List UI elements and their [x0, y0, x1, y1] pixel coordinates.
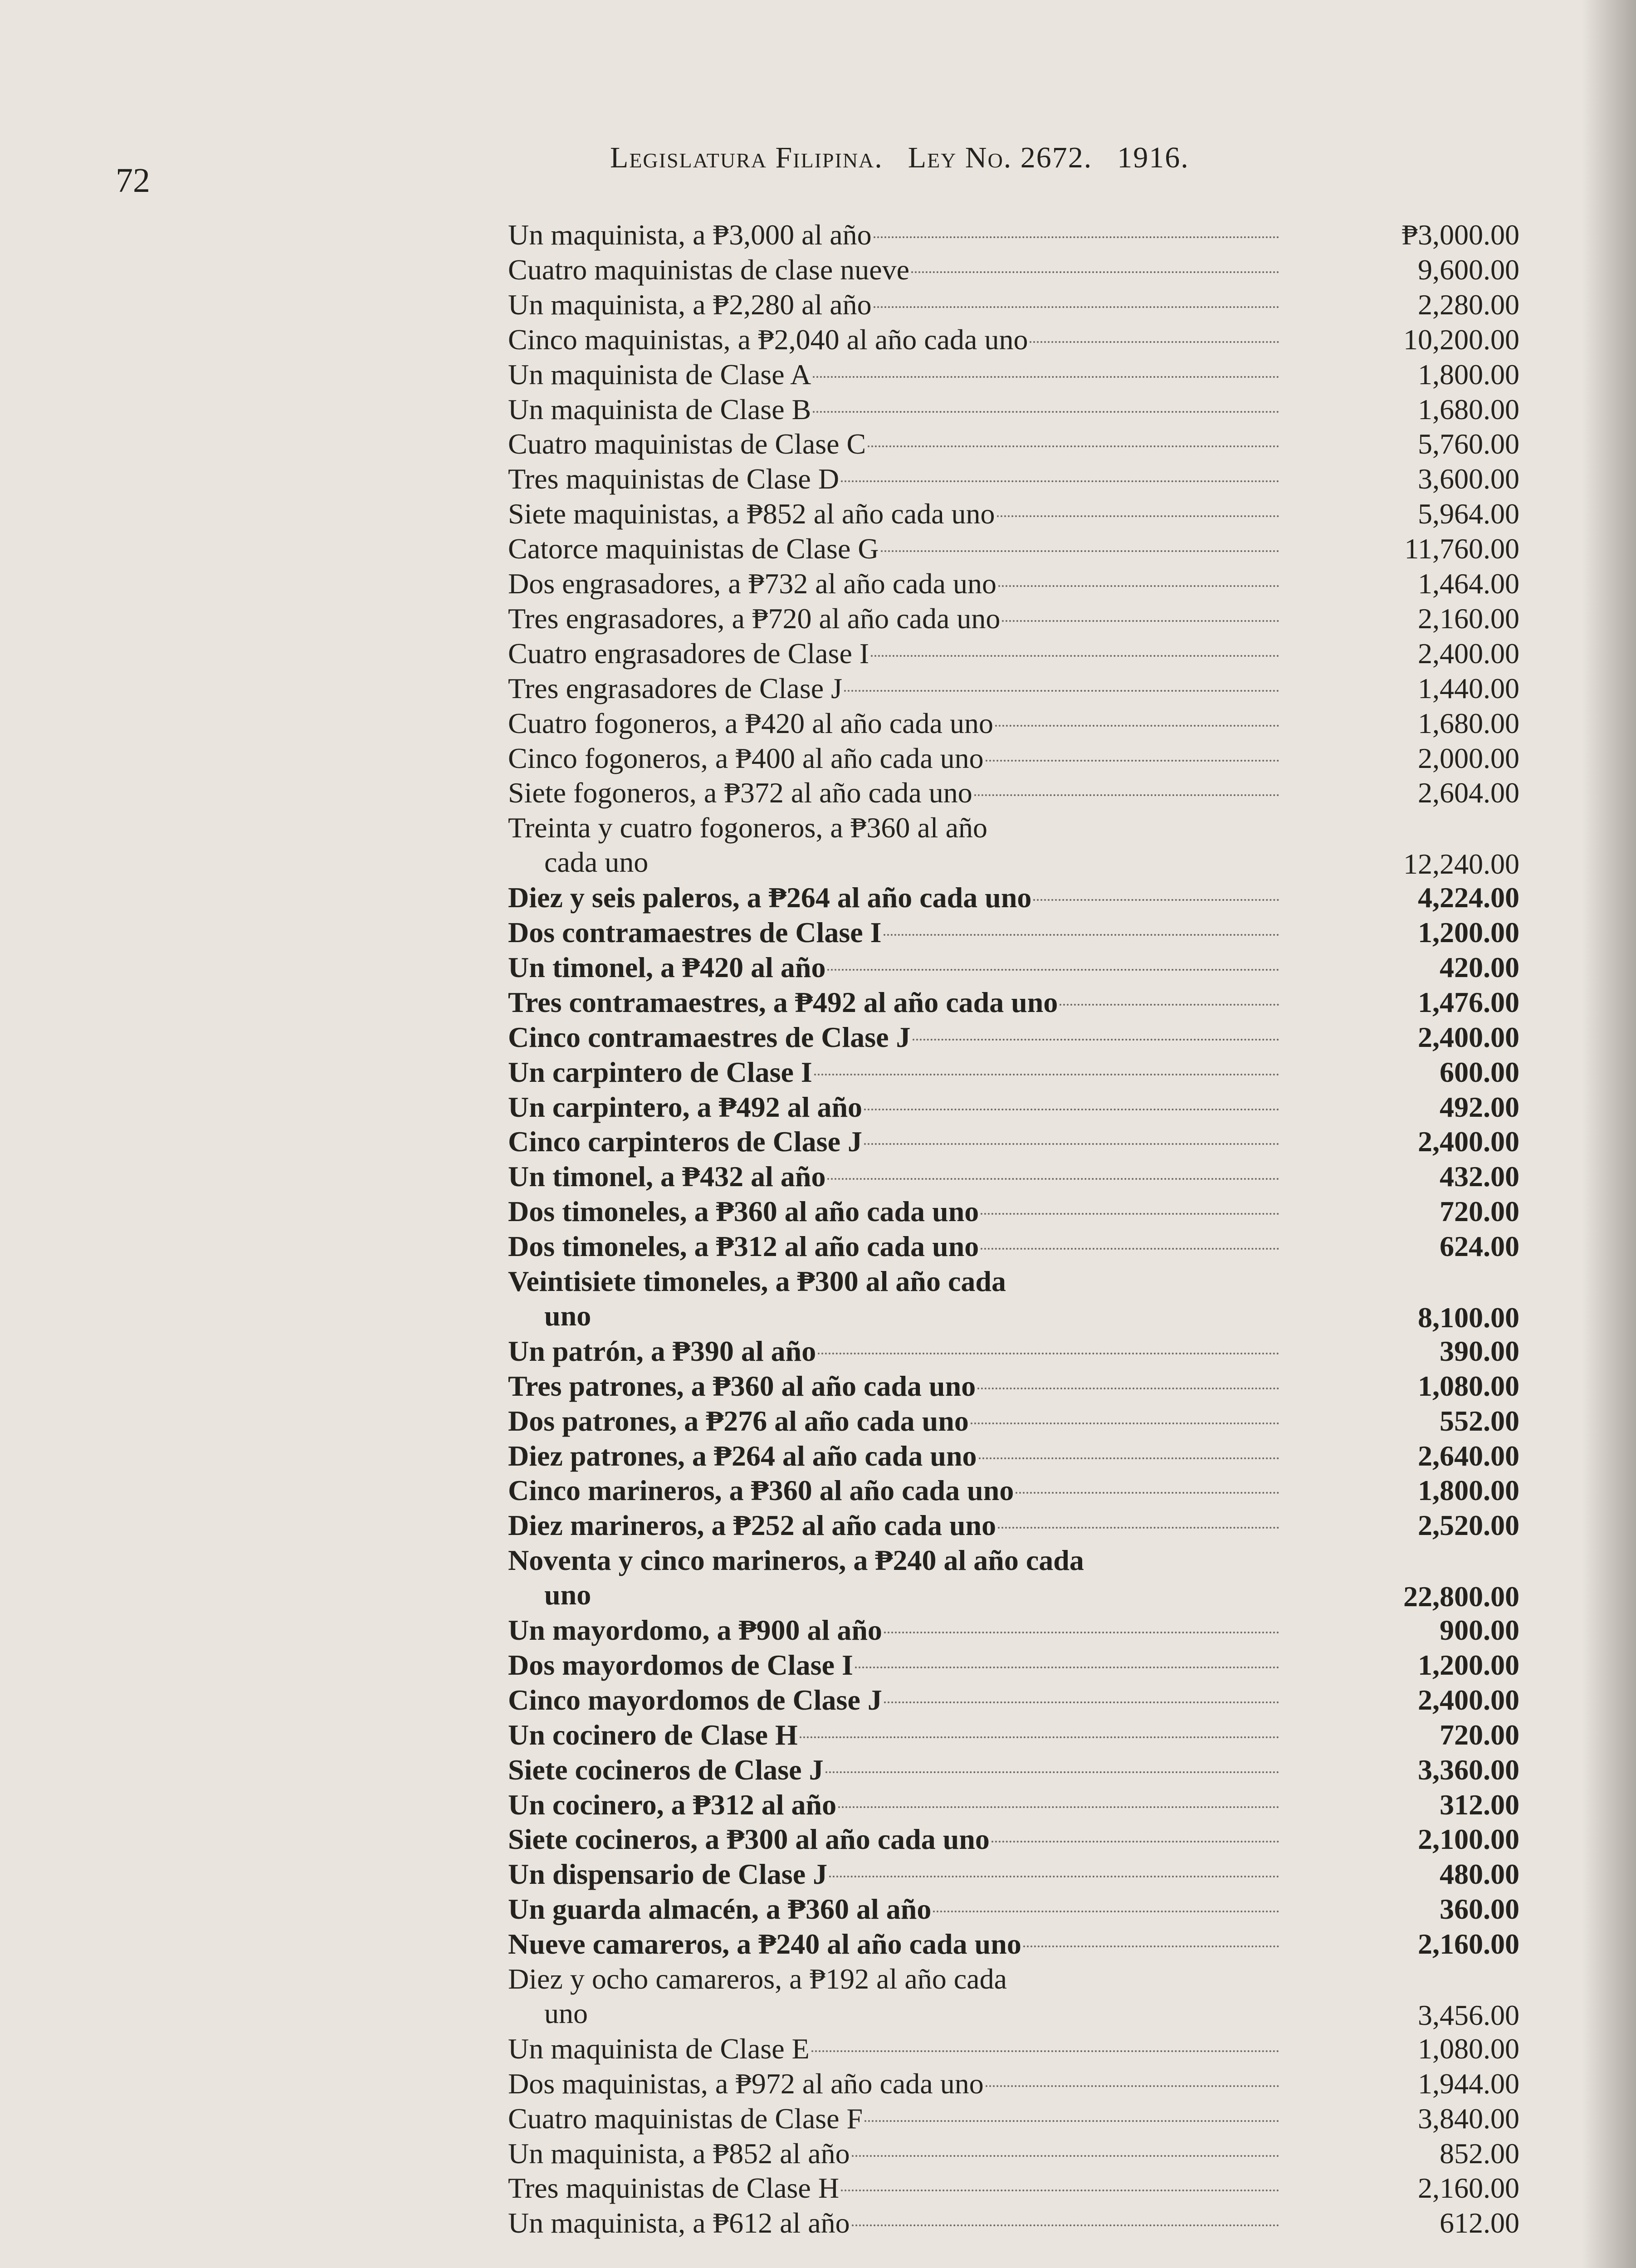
line-item-amount: 2,160.00 — [1418, 1928, 1519, 1960]
line-item-description: Diez marineros, a ₱252 al año cada uno — [508, 1509, 996, 1542]
line-item — [508, 1508, 1519, 1543]
line-item — [508, 532, 1519, 566]
line-item — [508, 323, 1519, 357]
dot-leader — [884, 1632, 1279, 1633]
line-item-description: Dos mayordomos de Clase I — [508, 1648, 853, 1681]
line-item — [508, 671, 1519, 706]
line-item — [508, 2171, 1519, 2205]
line-item-description: Un maquinista de Clase B — [508, 393, 811, 425]
line-item-description: Siete cocineros, a ₱300 al año cada uno — [508, 1823, 990, 1856]
line-item-amount: 480.00 — [1440, 1858, 1519, 1891]
line-item-description: Cinco maquinistas, a ₱2,040 al año cada uno — [508, 323, 1028, 356]
line-item — [508, 636, 1519, 671]
dot-leader — [844, 690, 1279, 692]
line-item-amount: 720.00 — [1440, 1195, 1519, 1228]
line-item-description: Un maquinista, a ₱2,280 al año — [508, 288, 872, 321]
line-item-description: Cinco carpinteros de Clase J — [508, 1125, 862, 1158]
line-item-description: Cuatro maquinistas de Clase F — [508, 2102, 863, 2135]
line-item — [508, 1229, 1519, 1264]
line-item-amount: 612.00 — [1440, 2207, 1519, 2239]
line-item-description: Tres engrasadores, a ₱720 al año cada uno — [508, 602, 1001, 635]
line-item-description: Un maquinista, a ₱612 al año — [508, 2207, 850, 2239]
dot-leader — [991, 1841, 1279, 1843]
line-item-amount: 2,520.00 — [1418, 1509, 1519, 1542]
line-item-description: Tres maquinistas de Clase H — [508, 2172, 840, 2204]
line-item-description: Un guarda almacén, a ₱360 al año — [508, 1893, 932, 1926]
line-item — [508, 1718, 1519, 1752]
line-item-amount: 2,640.00 — [1418, 1439, 1519, 1472]
dot-leader — [874, 236, 1279, 238]
line-item-amount: 552.00 — [1440, 1404, 1519, 1437]
line-item — [508, 1159, 1519, 1194]
line-item — [508, 1055, 1519, 1090]
line-item-description: Diez patrones, a ₱264 al año cada uno — [508, 1439, 977, 1472]
dot-leader — [864, 1143, 1279, 1145]
dot-leader — [874, 306, 1279, 308]
line-item — [508, 1473, 1519, 1508]
line-item — [508, 497, 1519, 531]
line-item-description: Un maquinista de Clase A — [508, 358, 811, 391]
line-item-amount: 2,280.00 — [1418, 288, 1519, 321]
line-item — [508, 1892, 1519, 1926]
line-item — [508, 1543, 1519, 1612]
line-item-amount: 1,440.00 — [1418, 672, 1519, 704]
line-item-amount: 432.00 — [1440, 1160, 1519, 1193]
dot-leader — [1030, 341, 1279, 343]
line-item — [508, 1753, 1519, 1787]
line-item-description: Dos engrasadores, a ₱732 al año cada uno — [508, 567, 996, 600]
line-item-amount: 4,224.00 — [1418, 881, 1519, 914]
dot-leader — [911, 271, 1279, 273]
line-item — [508, 357, 1519, 392]
line-item-description: Catorce maquinistas de Clase G — [508, 533, 879, 565]
dot-leader — [811, 2050, 1279, 2052]
line-item-description: Siete fogoneros, a ₱372 al año cada uno — [508, 777, 972, 809]
line-item-amount: 900.00 — [1440, 1614, 1519, 1646]
line-item-description: Nueve camareros, a ₱240 al año cada uno — [508, 1928, 1021, 1960]
dot-leader — [997, 515, 1279, 517]
line-item-amount: 1,800.00 — [1418, 1474, 1519, 1507]
line-item — [508, 1927, 1519, 1961]
line-item-amount: 312.00 — [1440, 1788, 1519, 1821]
line-item — [508, 462, 1519, 496]
line-item-description: Cuatro engrasadores de Clase I — [508, 637, 869, 670]
dot-leader — [995, 725, 1279, 727]
line-item — [508, 915, 1519, 950]
line-item-amount: 2,100.00 — [1418, 1823, 1519, 1856]
line-item-description: Cuatro maquinistas de Clase C — [508, 428, 866, 460]
line-item-amount: 720.00 — [1440, 1718, 1519, 1751]
line-item-amount: 360.00 — [1440, 1893, 1519, 1926]
dot-leader — [813, 376, 1279, 378]
line-item-amount: 492.00 — [1440, 1090, 1519, 1123]
line-item-description: Un timonel, a ₱432 al año — [508, 1160, 826, 1193]
dot-leader — [841, 480, 1279, 482]
line-item-description: Dos patrones, a ₱276 al año cada uno — [508, 1404, 969, 1437]
line-item — [508, 427, 1519, 461]
line-item — [508, 1962, 1519, 2031]
line-item-amount: 5,964.00 — [1418, 498, 1519, 530]
line-item — [508, 392, 1519, 427]
line-item-description: Cuatro maquinistas de clase nueve — [508, 253, 910, 286]
dot-leader — [1060, 1004, 1279, 1006]
dot-leader — [868, 445, 1279, 447]
dot-leader — [986, 2085, 1279, 2087]
line-item-description: Siete cocineros de Clase J — [508, 1753, 824, 1786]
dot-leader — [1023, 1945, 1279, 1947]
dot-leader — [977, 1388, 1279, 1389]
dot-leader — [884, 1701, 1279, 1703]
line-item-amount: 2,160.00 — [1418, 602, 1519, 635]
line-item — [508, 1194, 1519, 1229]
line-item-description-continued: cada uno — [544, 846, 649, 879]
line-item-description: Un cocinero, a ₱312 al año — [508, 1788, 837, 1821]
line-item-description: Dos timoneles, a ₱312 al año cada uno — [508, 1230, 979, 1263]
line-item-description: Noventa y cinco marineros, a ₱240 al año cada — [508, 1544, 1084, 1577]
line-item — [508, 1334, 1519, 1369]
line-item — [508, 1264, 1519, 1333]
line-item — [508, 1090, 1519, 1124]
line-item-description-continued: uno — [544, 1300, 591, 1332]
line-item-description: Diez y ocho camareros, a ₱192 al año cada — [508, 1963, 1007, 1995]
dot-leader — [913, 1039, 1279, 1041]
line-item-description: Tres patrones, a ₱360 al año cada uno — [508, 1369, 976, 1402]
line-item — [508, 288, 1519, 322]
line-item-description: Cuatro fogoneros, a ₱420 al año cada uno — [508, 707, 993, 739]
line-item-amount: 420.00 — [1440, 951, 1519, 983]
line-item-amount: 11,760.00 — [1404, 533, 1519, 565]
line-item-description: Diez y seis paleros, a ₱264 al año cada uno — [508, 881, 1032, 914]
running-head-title: Legislatura Filipina. — [610, 141, 883, 174]
line-item-description: Tres contramaestres, a ₱492 al año cada uno — [508, 986, 1058, 1018]
line-item-amount: 3,840.00 — [1418, 2102, 1519, 2135]
line-item-description: Tres engrasadores de Clase J — [508, 672, 843, 704]
dot-leader — [825, 1771, 1279, 1773]
dot-leader — [818, 1353, 1279, 1354]
dot-leader — [971, 1422, 1279, 1424]
line-item-amount: 852.00 — [1440, 2137, 1519, 2170]
line-item — [508, 2136, 1519, 2171]
line-item — [508, 985, 1519, 1020]
dot-leader — [841, 2190, 1279, 2191]
line-item-amount: 9,600.00 — [1418, 253, 1519, 286]
line-item — [508, 2032, 1519, 2066]
line-item-amount: 2,400.00 — [1418, 637, 1519, 670]
line-item-amount: 5,760.00 — [1418, 428, 1519, 460]
line-item-amount: 10,200.00 — [1403, 323, 1519, 356]
line-item-amount: 390.00 — [1440, 1334, 1519, 1367]
line-item-amount: 1,944.00 — [1418, 2067, 1519, 2100]
dot-leader — [864, 1109, 1279, 1110]
line-item — [508, 776, 1519, 810]
dot-leader — [871, 655, 1279, 657]
dot-leader — [864, 2120, 1279, 2122]
line-item-amount: 1,464.00 — [1418, 567, 1519, 600]
line-item-description: Un carpintero de Clase I — [508, 1056, 812, 1088]
running-head-year: 1916. — [1117, 141, 1189, 174]
line-item — [508, 1124, 1519, 1159]
line-item-description: Un carpintero, a ₱492 al año — [508, 1090, 863, 1123]
line-item-description-continued: uno — [544, 1997, 588, 2029]
line-item-amount: 1,680.00 — [1418, 707, 1519, 739]
dot-leader — [981, 1213, 1279, 1215]
dot-leader — [981, 1248, 1279, 1250]
line-item — [508, 950, 1519, 985]
line-item-description: Cinco fogoneros, a ₱400 al año cada uno — [508, 742, 984, 774]
line-item-amount: 1,800.00 — [1418, 358, 1519, 391]
dot-leader — [827, 1178, 1279, 1180]
line-item-amount: 2,604.00 — [1418, 777, 1519, 809]
dot-leader — [881, 550, 1279, 552]
dot-leader — [855, 1667, 1279, 1668]
line-item-amount: 3,600.00 — [1418, 463, 1519, 495]
dot-leader — [827, 969, 1279, 971]
dot-leader — [1033, 899, 1279, 901]
line-item — [508, 253, 1519, 287]
line-item-amount: 3,456.00 — [1418, 1999, 1519, 2031]
line-item-description: Siete maquinistas, a ₱852 al año cada uno — [508, 498, 995, 530]
line-item-amount: 1,200.00 — [1418, 1648, 1519, 1681]
line-item-amount: 1,680.00 — [1418, 393, 1519, 425]
line-item-description: Un maquinista, a ₱852 al año — [508, 2137, 850, 2170]
dot-leader — [884, 934, 1279, 936]
line-item-description: Un patrón, a ₱390 al año — [508, 1334, 816, 1367]
dot-leader — [998, 1527, 1279, 1529]
line-item-amount: ₱3,000.00 — [1402, 219, 1519, 251]
line-item-amount: 12,240.00 — [1403, 848, 1519, 880]
line-item-description: Un mayordomo, a ₱900 al año — [508, 1614, 882, 1646]
line-item-amount: 3,360.00 — [1418, 1753, 1519, 1786]
line-item-amount: 2,160.00 — [1418, 2172, 1519, 2204]
line-item — [508, 567, 1519, 601]
line-item-amount: 1,200.00 — [1418, 916, 1519, 948]
line-item — [508, 1020, 1519, 1055]
dot-leader — [852, 2155, 1279, 2157]
line-item — [508, 1822, 1519, 1857]
line-item-description-continued: uno — [544, 1579, 591, 1611]
line-item-description: Un maquinista, a ₱3,000 al año — [508, 219, 872, 251]
line-item-description: Un cocinero de Clase H — [508, 1718, 798, 1751]
line-item — [508, 2102, 1519, 2136]
dot-leader — [800, 1736, 1279, 1738]
line-item — [508, 1613, 1519, 1647]
dot-leader — [1016, 1492, 1279, 1494]
line-item-amount: 8,100.00 — [1418, 1301, 1519, 1334]
line-item-description: Cinco marineros, a ₱360 al año cada uno — [508, 1474, 1014, 1507]
line-item-amount: 2,400.00 — [1418, 1021, 1519, 1053]
line-item-description: Dos timoneles, a ₱360 al año cada uno — [508, 1195, 979, 1228]
dot-leader — [974, 794, 1279, 796]
line-item-amount: 2,400.00 — [1418, 1683, 1519, 1716]
line-item-description: Un timonel, a ₱420 al año — [508, 951, 826, 983]
line-item — [508, 2206, 1519, 2240]
line-item — [508, 218, 1519, 252]
line-item — [508, 811, 1519, 880]
dot-leader — [852, 2224, 1279, 2226]
line-item — [508, 1369, 1519, 1403]
line-item — [508, 1439, 1519, 1473]
line-item-description: Veintisiete timoneles, a ₱300 al año cada — [508, 1265, 1006, 1297]
line-item — [508, 601, 1519, 636]
line-item-amount: 22,800.00 — [1403, 1580, 1519, 1613]
running-head-law: Ley No. 2672. — [908, 141, 1093, 174]
dot-leader — [829, 1876, 1279, 1877]
dot-leader — [986, 760, 1279, 762]
line-item-amount: 1,080.00 — [1418, 1369, 1519, 1402]
line-item-description: Tres maquinistas de Clase D — [508, 463, 840, 495]
line-item — [508, 706, 1519, 741]
line-item — [508, 2067, 1519, 2101]
line-item — [508, 1857, 1519, 1892]
line-item-description: Cinco mayordomos de Clase J — [508, 1683, 882, 1716]
line-item — [508, 1788, 1519, 1822]
line-item-description: Un dispensario de Clase J — [508, 1858, 828, 1891]
dot-leader — [1002, 620, 1279, 622]
line-item — [508, 741, 1519, 776]
dot-leader — [813, 411, 1279, 413]
dot-leader — [979, 1457, 1279, 1459]
line-item-description: Cinco contramaestres de Clase J — [508, 1021, 911, 1053]
dot-leader — [933, 1911, 1279, 1912]
line-item-amount: 2,000.00 — [1418, 742, 1519, 774]
line-item — [508, 880, 1519, 915]
line-item-amount: 1,476.00 — [1418, 986, 1519, 1018]
dot-leader — [838, 1806, 1279, 1808]
dot-leader — [998, 585, 1279, 587]
page-number: 72 — [116, 161, 150, 200]
line-item — [508, 1404, 1519, 1438]
line-item-description: Treinta y cuatro fogoneros, a ₱360 al año — [508, 811, 987, 844]
line-item-amount: 600.00 — [1440, 1056, 1519, 1088]
line-item-description: Un maquinista de Clase E — [508, 2032, 810, 2065]
line-item-description: Dos maquinistas, a ₱972 al año cada uno — [508, 2067, 984, 2100]
line-item-amount: 1,080.00 — [1418, 2032, 1519, 2065]
line-item — [508, 1648, 1519, 1682]
line-item-amount: 624.00 — [1440, 1230, 1519, 1263]
dot-leader — [814, 1074, 1279, 1075]
line-item — [508, 1683, 1519, 1717]
line-item-description: Dos contramaestres de Clase I — [508, 916, 882, 948]
line-item-amount: 2,400.00 — [1418, 1125, 1519, 1158]
